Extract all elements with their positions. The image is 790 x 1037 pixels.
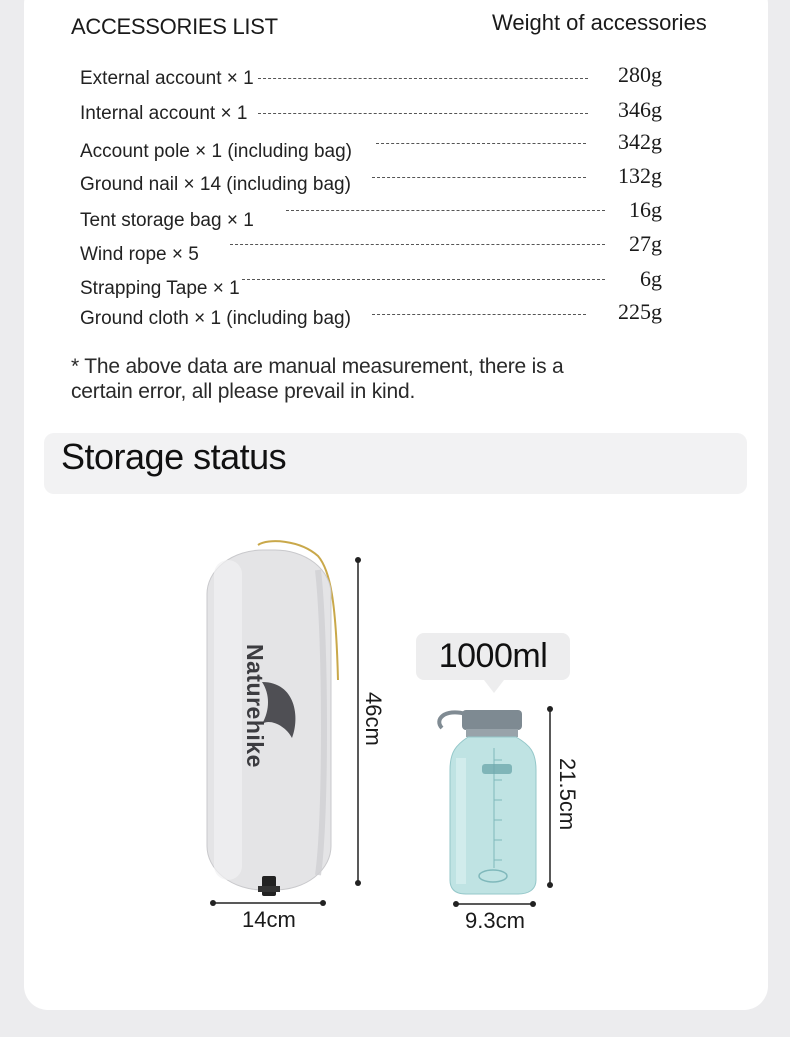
tent-storage-bag: [207, 541, 338, 896]
accessory-weight: 132g: [618, 163, 662, 188]
bottle-capacity-label: 1000ml: [438, 637, 548, 675]
capacity-bubble: [416, 633, 570, 680]
accessory-label: External account × 1: [80, 68, 254, 89]
accessory-label: Ground nail × 14 (including bag): [80, 174, 351, 195]
accessory-weight: 280g: [618, 62, 662, 87]
accessory-weight: 27g: [629, 231, 662, 256]
weight-column-title: Weight of accessories: [492, 10, 707, 35]
bottle-height-dimension: [547, 706, 553, 888]
accessory-label: Strapping Tape × 1: [80, 278, 240, 299]
bag-width-label: 14cm: [242, 907, 296, 932]
bottle-width-dimension: [453, 901, 536, 907]
bag-height-label: 46cm: [361, 692, 386, 746]
accessory-label: Ground cloth × 1 (including bag): [80, 308, 351, 329]
accessory-label: Account pole × 1 (including bag): [80, 141, 352, 162]
bottle-width-label: 9.3cm: [465, 908, 525, 933]
accessories-list-title: ACCESSORIES LIST: [71, 14, 278, 39]
accessory-weight: 342g: [618, 129, 662, 154]
accessory-label: Wind rope × 5: [80, 244, 199, 265]
bag-width-dimension: [210, 900, 326, 906]
bag-brand-label: Naturehike: [242, 644, 268, 768]
water-bottle: [439, 710, 536, 894]
accessory-weight: 6g: [640, 266, 662, 291]
accessory-label: Tent storage bag × 1: [80, 210, 254, 231]
bottle-height-label: 21.5cm: [555, 758, 580, 831]
accessory-weight: 346g: [618, 97, 662, 122]
accessory-label: Internal account × 1: [80, 103, 248, 124]
storage-title: Storage status: [61, 436, 287, 477]
bubble-pointer: [484, 680, 504, 693]
accessory-weight: 16g: [629, 197, 662, 222]
measurement-note: * The above data are manual measurement, there is a certain error, all please prevail in kind.: [71, 355, 564, 403]
accessory-weight: 225g: [618, 299, 662, 324]
